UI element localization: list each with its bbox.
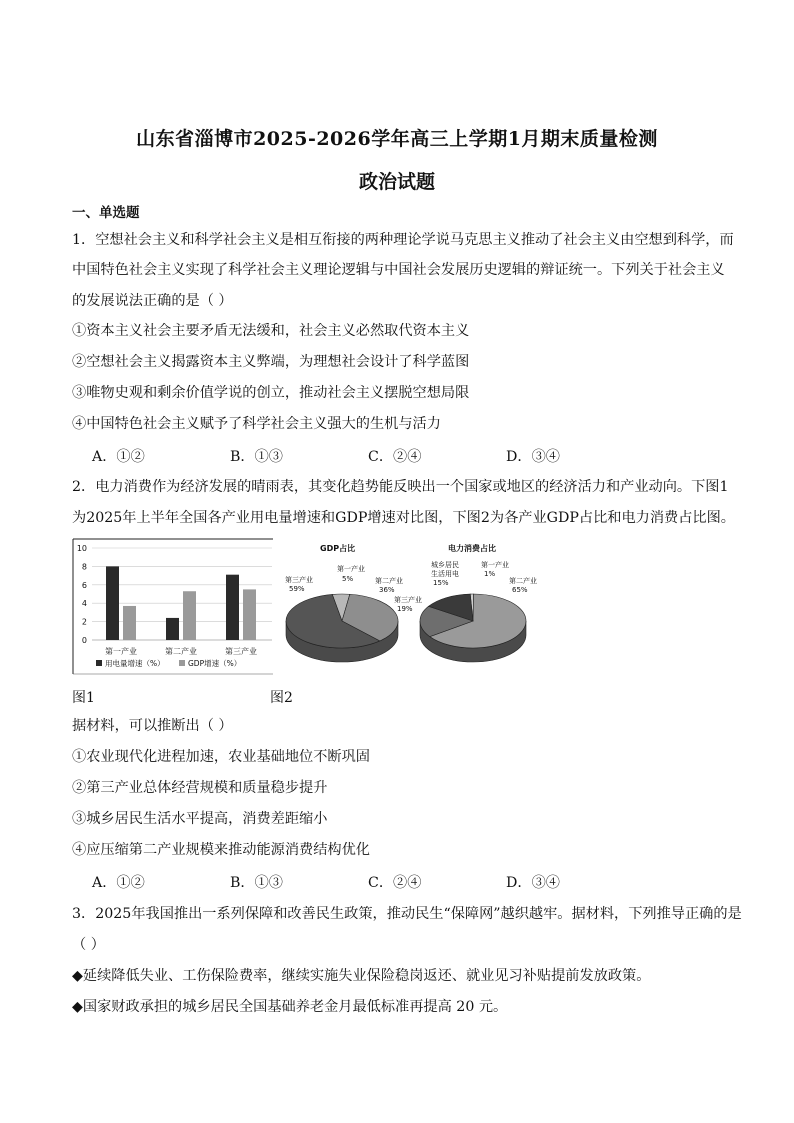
power-growth-bar-3 [226, 575, 239, 640]
gdp-label-secondary: 第二产业 [375, 577, 403, 585]
section-heading: 一、单选题 [72, 205, 140, 221]
x-category-label: 第二产业 [165, 647, 197, 656]
gdp-pct-primary: 5% [342, 575, 354, 583]
page-subtitle: 政治试题 [358, 171, 435, 193]
y-tick-label: 10 [76, 544, 87, 553]
power-pct-secondary: 65% [512, 586, 528, 594]
page-title: 山东省淄博市2025-2026学年高三上学期1月期末质量检测 [136, 128, 658, 150]
gdp-growth-bar-1 [123, 606, 136, 640]
y-tick-label: 8 [81, 562, 87, 572]
power-pct-tertiary: 19% [397, 605, 413, 613]
q2-option-a[interactable]: A．①② [92, 875, 145, 891]
q1-stem-line2: 中国特色社会主义实现了科学社会主义理论逻辑与中国社会发展历史逻辑的辩证统一。下列关于社会主义 [72, 262, 725, 278]
y-tick-label: 6 [81, 580, 87, 590]
gdp-pct-secondary: 36% [379, 586, 395, 594]
q2-statement-1: ①农业现代化进程加速，农业基础地位不断巩固 [72, 749, 370, 765]
power-pct-residential: 15% [433, 579, 449, 587]
power-label-secondary: 第二产业 [509, 577, 537, 585]
q3-bullet-1: ◆延续降低失业、工伤保险费率，继续实施失业保险稳岗返还、就业见习补贴提前发放政策。 [72, 968, 651, 984]
power-label-residential-l2: 生活用电 [431, 570, 459, 578]
figure-2-pie-charts [280, 538, 550, 676]
figure-2-label: 图2 [270, 690, 293, 706]
x-category-label: 第一产业 [105, 647, 137, 656]
gdp-growth-bar-3 [243, 589, 256, 640]
q3-bullet-2: ◆国家财政承担的城乡居民全国基础养老金月最低标准再提高 20 元。 [72, 999, 508, 1015]
q2-option-b[interactable]: B．①③ [230, 875, 283, 891]
power-growth-bar-1 [106, 566, 119, 640]
power-label-primary: 第一产业 [481, 561, 509, 569]
legend-gdp-growth: GDP增速（%） [188, 659, 242, 668]
y-tick-label: 0 [81, 636, 87, 645]
q1-option-b[interactable]: B．①③ [230, 449, 283, 465]
q1-statement-1: ①资本主义社会主要矛盾无法缓和，社会主义必然取代资本主义 [72, 323, 470, 339]
power-pie-title: 电力消费占比 [448, 544, 496, 553]
q1-statement-4: ④中国特色社会主义赋予了科学社会主义强大的生机与活力 [72, 416, 441, 432]
q1-statement-3: ③唯物史观和剩余价值学说的创立，推动社会主义摆脱空想局限 [72, 385, 470, 401]
q1-stem-line1: 1．空想社会主义和科学社会主义是相互衔接的两种理论学说马克思主义推动了社会主义由空想到科学，而 [72, 232, 734, 248]
q2-prompt: 据材料，可以推断出（ ） [72, 718, 233, 734]
q2-stem-line1: 2．电力消费作为经济发展的晴雨表，其变化趋势能反映出一个国家或地区的经济活力和产业动向。下图1 [72, 479, 729, 495]
y-tick-label: 2 [81, 617, 87, 627]
gdp-label-primary: 第一产业 [337, 565, 365, 573]
power-growth-bar-2 [166, 618, 179, 640]
q2-stem-line2: 为2025年上半年全国各产业用电量增速和GDP增速对比图，下图2为各产业GDP占比和电力消费占比图。 [72, 510, 735, 526]
q1-option-c[interactable]: C．②④ [368, 449, 422, 465]
q2-statement-3: ③城乡居民生活水平提高，消费差距缩小 [72, 811, 328, 827]
q2-option-c[interactable]: C．②④ [368, 875, 422, 891]
power-label-residential-l1: 城乡居民 [431, 561, 459, 569]
y-tick-label: 4 [81, 599, 87, 609]
q3-stem-line1: 3．2025年我国推出一系列保障和改善民生政策，推动民生“保障网”越织越牢。据材料，下列推导正确的是 [72, 906, 742, 922]
figure-1-label: 图1 [72, 690, 95, 706]
legend-swatch-power [96, 660, 102, 666]
gdp-pie-title: GDP占比 [320, 544, 356, 553]
power-label-tertiary: 第三产业 [394, 596, 422, 604]
q1-options [92, 446, 644, 466]
gdp-growth-bar-2 [183, 591, 196, 640]
q2-statement-4: ④应压缩第二产业规模来推动能源消费结构优化 [72, 842, 370, 858]
q3-stem-line2: （ ） [72, 937, 105, 953]
q1-option-a[interactable]: A．①② [92, 449, 145, 465]
q1-option-d[interactable]: D．③④ [506, 449, 560, 465]
gdp-pct-tertiary: 59% [289, 585, 305, 593]
legend-swatch-gdp [179, 660, 185, 666]
q1-stem-line3: 的发展说法正确的是（ ） [72, 293, 233, 309]
legend-power-growth: 用电量增速（%） [105, 659, 165, 668]
figure-1-bar-chart [72, 538, 274, 676]
q2-statement-2: ②第三产业总体经营规模和质量稳步提升 [72, 780, 328, 796]
q2-options [92, 872, 644, 892]
gdp-label-tertiary: 第三产业 [285, 576, 313, 584]
q2-option-d[interactable]: D．③④ [506, 875, 560, 891]
q1-statement-2: ②空想社会主义揭露资本主义弊端，为理想社会设计了科学蓝图 [72, 354, 470, 370]
x-category-label: 第三产业 [225, 647, 257, 656]
power-pct-primary: 1% [484, 570, 496, 578]
